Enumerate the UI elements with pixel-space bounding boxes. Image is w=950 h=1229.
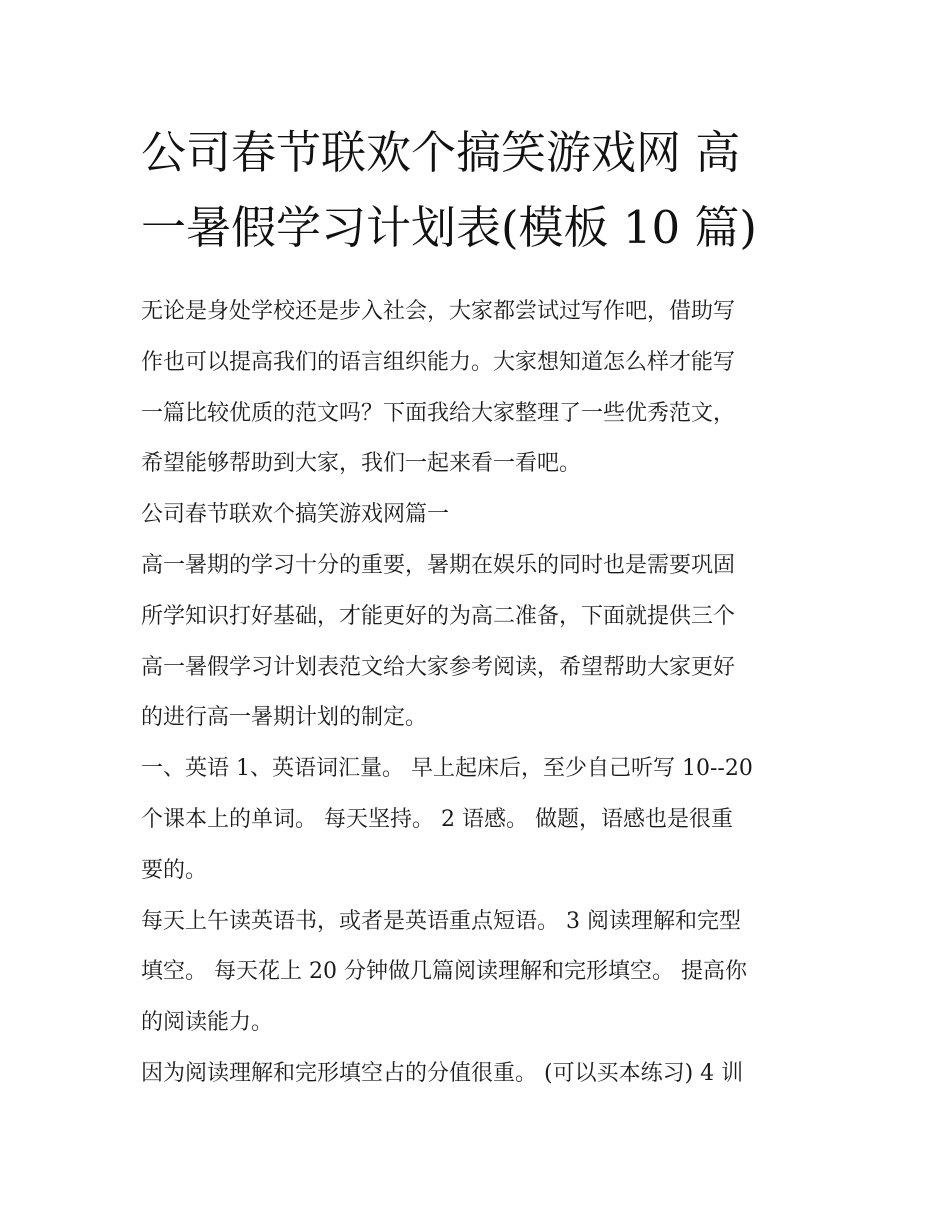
text-line: 因为阅读理解和完形填空占的分值很重。 (可以买本练习) 4 训	[141, 1060, 744, 1086]
text-line: 每天上午读英语书，或者是英语重点短语。 3 阅读理解和完型	[141, 908, 741, 934]
text-line: 个课本上的单词。 每天坚持。 2 语感。 做题，语感也是很重	[141, 806, 733, 832]
text-line: 一、英语 1、英语词汇量。 早上起床后，至少自己听写 10--20	[141, 756, 753, 782]
text-line: 填空。 每天花上 20 分钟做几篇阅读理解和完形填空。 提高你	[141, 959, 747, 985]
text-line: 作也可以提高我们的语言组织能力。大家想知道怎么样才能写	[141, 349, 736, 375]
title-line: 一暑假学习计划表(模板 10 篇)	[141, 201, 757, 254]
text-line: 无论是身处学校还是步入社会，大家都尝试过写作吧，借助写	[141, 299, 736, 324]
document-body	[141, 287, 811, 1100]
intro-paragraph	[141, 287, 811, 490]
text-line: 所学知识打好基础，才能更好的为高二准备，下面就提供三个	[141, 603, 736, 629]
section-heading	[141, 490, 811, 541]
text-line: 高一暑期的学习十分的重要，暑期在娱乐的同时也是需要巩固	[141, 552, 736, 578]
text-line: 公司春节联欢个搞笑游戏网篇一	[141, 502, 450, 528]
text-line: 要的。	[141, 857, 208, 883]
text-line: 的进行高一暑期计划的制定。	[141, 705, 428, 731]
text-line: 高一暑假学习计划表范文给大家参考阅读，希望帮助大家更好	[141, 654, 736, 680]
text-line: 一篇比较优质的范文吗？下面我给大家整理了一些优秀范文，	[141, 400, 736, 426]
body-paragraph	[141, 1049, 811, 1100]
body-paragraph	[141, 897, 811, 1049]
body-paragraph	[141, 744, 811, 896]
document-title	[141, 115, 811, 265]
title-line: 公司春节联欢个搞笑游戏网 高	[141, 126, 741, 179]
text-line: 的阅读能力。	[141, 1010, 274, 1036]
text-line: 希望能够帮助到大家，我们一起来看一看吧。	[141, 451, 582, 477]
document-content	[141, 115, 811, 1100]
body-paragraph	[141, 541, 811, 744]
